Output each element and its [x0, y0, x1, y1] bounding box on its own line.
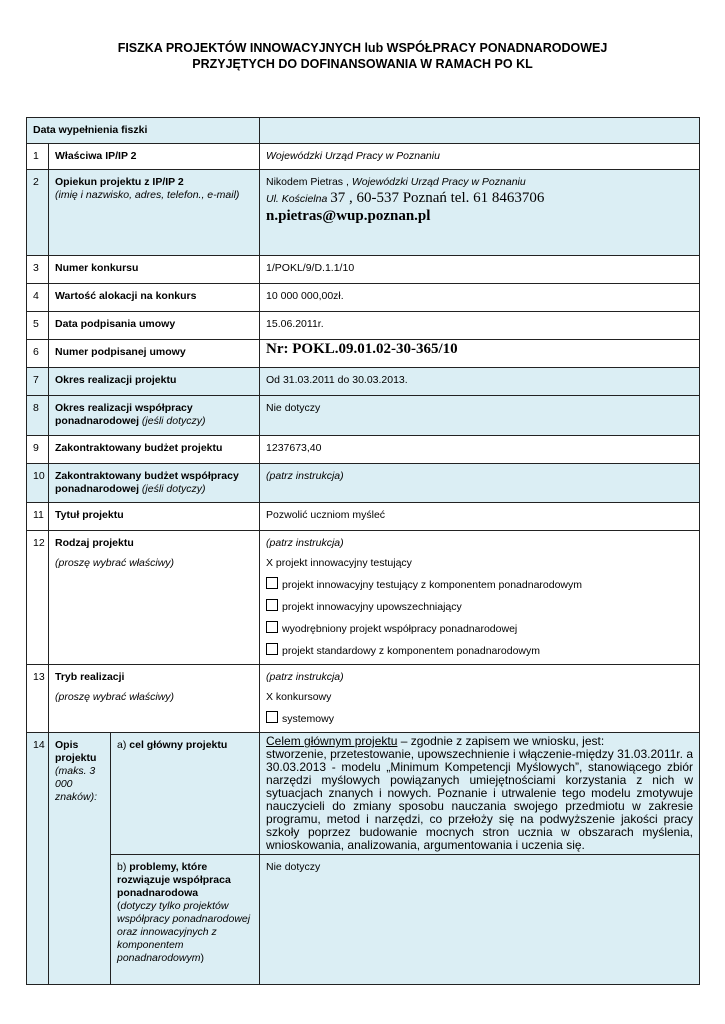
project-form-table — [26, 117, 700, 985]
row-number: 12 — [27, 531, 49, 665]
cooperation-period-note: (jeśli dotyczy) — [141, 415, 206, 427]
form-row-1 — [27, 144, 700, 170]
institution-label: Właściwa IP/IP 2 — [49, 144, 260, 170]
row-number: 7 — [27, 368, 49, 396]
form-row-3 — [27, 256, 700, 284]
problems-note-open: ( — [117, 900, 121, 912]
project-title-value: Pozwolić uczniom myśleć — [260, 503, 700, 531]
row-number: 13 — [27, 665, 49, 733]
form-row-8 — [27, 396, 700, 436]
row-number: 4 — [27, 284, 49, 312]
realization-mode-label: Tryb realizacji — [55, 671, 125, 683]
form-row-11 — [27, 503, 700, 531]
supervisor-label: Opiekun projektu z IP/IP 2 — [55, 176, 184, 188]
cooperation-budget-label: Zakontraktowany budżet współpracy ponadnarodowej — [55, 470, 239, 495]
contract-number-label: Numer podpisanej umowy — [49, 340, 260, 368]
option-label: systemowy — [282, 713, 334, 725]
page-title-line-2: PRZYJĘTYCH DO DOFINANSOWANIA W RAMACH PO KL — [192, 57, 533, 71]
row-number: 1 — [27, 144, 49, 170]
competition-number-value: 1/POKL/9/D.1.1/10 — [260, 256, 700, 284]
supervisor-name: Nikodem Pietras , — [266, 176, 349, 188]
project-type-sublabel: (proszę wybrać właściwy) — [55, 557, 175, 569]
form-row-2 — [27, 170, 700, 256]
supervisor-email: n.pietras@wup.poznan.pl — [266, 208, 431, 224]
form-header-row — [27, 118, 700, 144]
option-label: wyodrębniony projekt współpracy ponadnarodowej — [282, 623, 518, 635]
cooperation-period-label-cell — [49, 396, 260, 436]
budget-value: 1237673,40 — [260, 436, 700, 464]
checkbox-icon[interactable] — [266, 711, 278, 723]
row-number: 14 — [27, 733, 49, 985]
form-row-9 — [27, 436, 700, 464]
project-type-option[interactable] — [266, 643, 693, 658]
form-row-4 — [27, 284, 700, 312]
row-number: 10 — [27, 464, 49, 503]
supervisor-label-cell — [49, 170, 260, 256]
project-type-label: Rodzaj projektu — [55, 537, 134, 549]
row-number: 8 — [27, 396, 49, 436]
project-period-value: Od 31.03.2011 do 30.03.2013. — [260, 368, 700, 396]
project-type-note: (patrz instrukcja) — [266, 537, 344, 549]
cooperation-budget-value: (patrz instrukcja) — [260, 464, 700, 503]
problems-label: problemy, które rozwiązuje współpraca ponadnarodowa — [117, 861, 231, 899]
main-goal-label: cel główny projektu — [129, 739, 228, 751]
date-filled-value[interactable] — [260, 118, 700, 144]
problems-value: Nie dotyczy — [260, 855, 700, 985]
supervisor-address: 37 , 60-537 Poznań tel. 61 8463706 — [330, 190, 545, 206]
form-row-14b — [27, 855, 700, 985]
page-title — [0, 40, 725, 72]
realization-mode-sublabel: (proszę wybrać właściwy) — [55, 691, 175, 703]
realization-mode-note: (patrz instrukcja) — [266, 671, 344, 683]
main-goal-label-cell — [111, 733, 260, 855]
project-type-option[interactable] — [266, 577, 693, 592]
row-number: 5 — [27, 312, 49, 340]
page-title-line-1: FISZKA PROJEKTÓW INNOWACYJNYCH lub WSPÓŁPRACY PONADNARODOWEJ — [117, 41, 608, 55]
form-row-10 — [27, 464, 700, 503]
form-row-6 — [27, 340, 700, 368]
checkbox-icon[interactable] — [266, 621, 278, 633]
main-goal-underlined: Celem głównym projektu — [266, 734, 398, 748]
project-type-label-cell — [49, 531, 260, 665]
problems-label-cell — [111, 855, 260, 985]
form-row-7 — [27, 368, 700, 396]
cooperation-budget-note: (jeśli dotyczy) — [141, 483, 206, 495]
form-row-12 — [27, 531, 700, 665]
option-label: projekt innowacyjny testujący z komponentem ponadnarodowym — [282, 579, 583, 591]
project-title-label: Tytuł projektu — [49, 503, 260, 531]
row-number: 9 — [27, 436, 49, 464]
form-row-14a — [27, 733, 700, 855]
row-number: 6 — [27, 340, 49, 368]
allocation-label: Wartość alokacji na konkurs — [49, 284, 260, 312]
supervisor-sublabel: (imię i nazwisko, adres, telefon., e-mail) — [55, 189, 240, 201]
project-type-option[interactable] — [266, 599, 693, 614]
checkbox-icon[interactable] — [266, 577, 278, 589]
problems-note: dotyczy tylko projektów współpracy ponadnarodowej oraz innowacyjnych z komponentem ponadnarodowym — [117, 900, 251, 964]
institution-value: Wojewódzki Urząd Pracy w Poznaniu — [260, 144, 700, 170]
row-number: 11 — [27, 503, 49, 531]
main-goal-text: stworzenie, przetestowanie, upowszechnienie i włączenie-między 31.03.2011r. a 30.03.2013 - modelu „Minimum Kompetencji Myślowych”, stanowiącego zbiór narzędzi myślowych powiązanych umiejętnościami korzystania z nich w sytuacjach znanych i nowych. Poznanie i utrwalenie tego modelu zmotywuje nauczycieli do zmiany sposobu nauczania swojego przedmiotu w zakresie programu, metod i narzędzi, co przełoży się na podwyższenie jakości pracy szkoły poprzez budowanie mocnych stron ucznia w obszarach myślenia, wnioskowania, analizowania, argumentowania i uczenia się. — [266, 747, 694, 852]
contract-date-value: 15.06.2011r. — [260, 312, 700, 340]
project-period-label: Okres realizacji projektu — [49, 368, 260, 396]
main-goal-intro: – zgodnie z zapisem we wniosku, jest: — [397, 734, 605, 748]
main-goal-prefix: a) — [117, 739, 127, 751]
supervisor-org: Wojewódzki Urząd Pracy w Poznaniu — [351, 176, 526, 188]
budget-label: Zakontraktowany budżet projektu — [49, 436, 260, 464]
checkbox-icon[interactable] — [266, 643, 278, 655]
row-number: 2 — [27, 170, 49, 256]
project-description-label: Opis projektu — [55, 739, 97, 764]
realization-mode-label-cell — [49, 665, 260, 733]
supervisor-street: Ul. Kościelna — [266, 193, 328, 205]
competition-number-label: Numer konkursu — [49, 256, 260, 284]
main-goal-value-cell — [260, 733, 700, 855]
realization-mode-checked-option[interactable]: X konkursowy — [266, 691, 332, 703]
cooperation-period-value: Nie dotyczy — [260, 396, 700, 436]
problems-prefix: b) — [117, 861, 127, 873]
option-label: projekt innowacyjny upowszechniający — [282, 601, 462, 613]
contract-date-label: Data podpisania umowy — [49, 312, 260, 340]
realization-mode-option[interactable] — [266, 711, 693, 726]
cooperation-budget-label-cell — [49, 464, 260, 503]
date-filled-label: Data wypełnienia fiszki — [27, 118, 260, 144]
option-label: projekt standardowy z komponentem ponadnarodowym — [282, 645, 540, 657]
form-row-13 — [27, 665, 700, 733]
allocation-value: 10 000 000,00zł. — [260, 284, 700, 312]
supervisor-value-cell — [260, 170, 700, 256]
checkbox-icon[interactable] — [266, 599, 278, 611]
project-type-checked-option[interactable]: X projekt innowacyjny testujący — [266, 557, 412, 569]
contract-number-value: Nr: POKL.09.01.02-30-365/10 — [260, 340, 700, 368]
form-row-5 — [27, 312, 700, 340]
project-type-options-cell — [260, 531, 700, 665]
project-description-label-cell — [49, 733, 111, 985]
realization-mode-options-cell — [260, 665, 700, 733]
problems-note-close: ) — [200, 952, 204, 964]
cooperation-period-label: Okres realizacji współpracy ponadnarodowej — [55, 402, 193, 427]
project-type-option[interactable] — [266, 621, 693, 636]
row-number: 3 — [27, 256, 49, 284]
project-description-note: (maks. 3 000 znaków): — [55, 765, 98, 803]
